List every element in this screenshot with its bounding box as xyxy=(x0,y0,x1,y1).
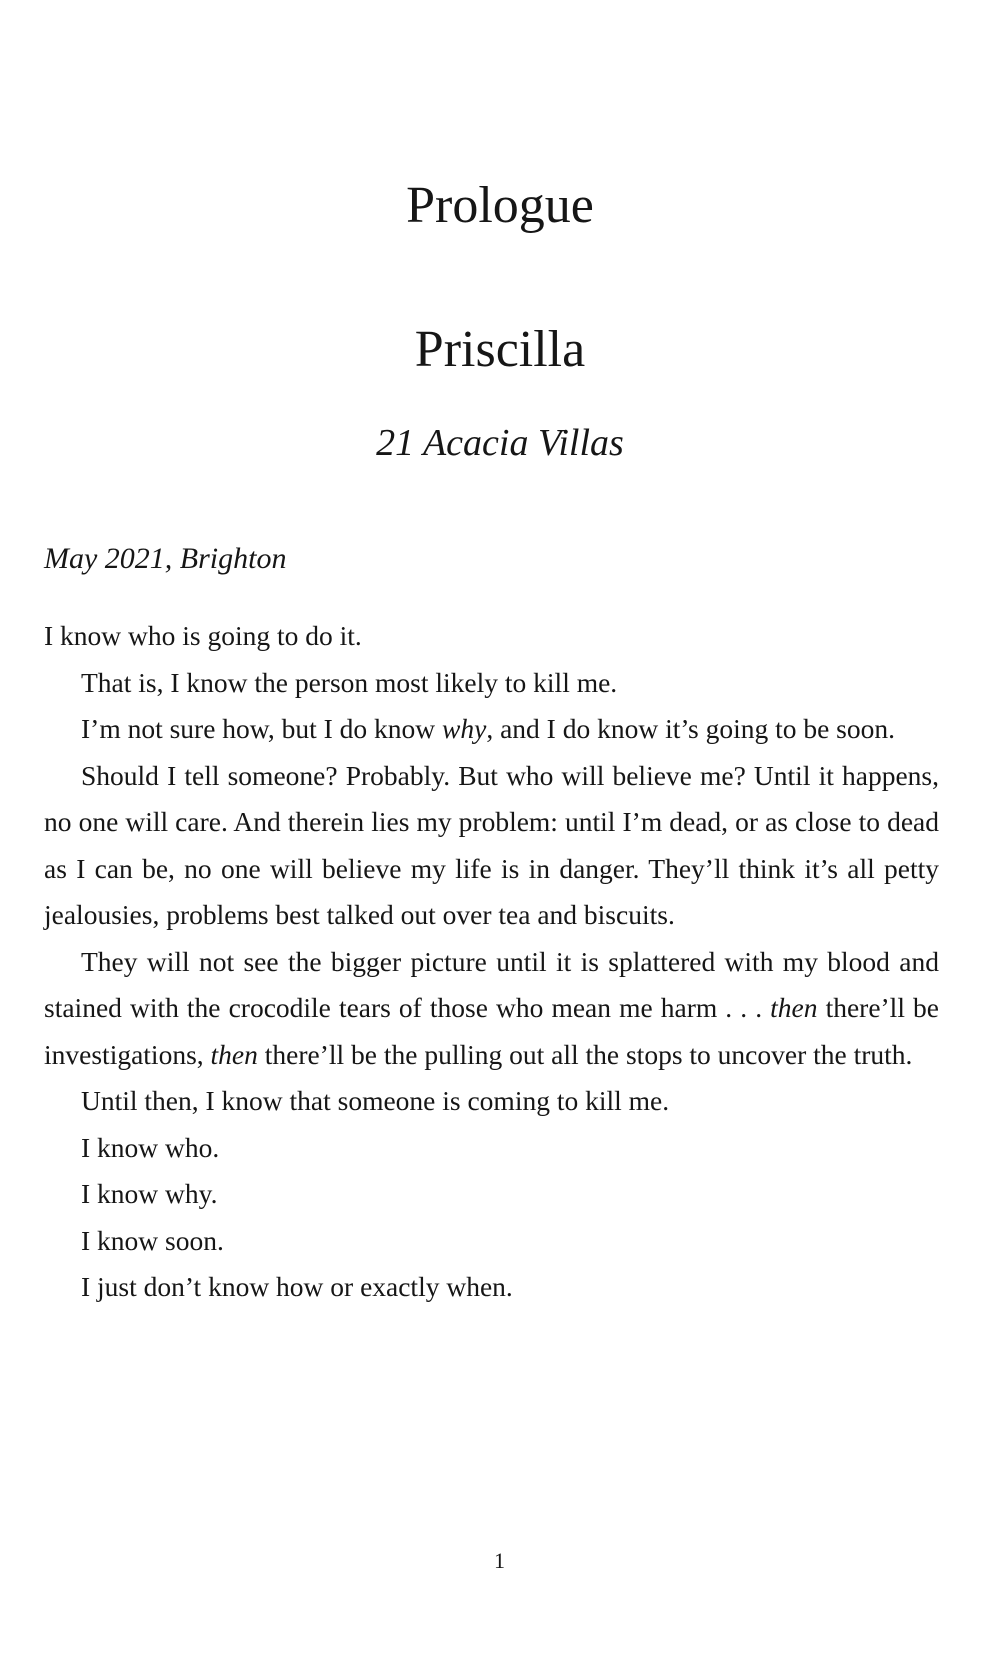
emphasis: then xyxy=(770,992,818,1023)
character-heading: Priscilla xyxy=(414,321,586,378)
text-run: there’ll be investigations, xyxy=(44,992,939,1070)
body-text xyxy=(44,613,939,1311)
paragraph xyxy=(44,939,939,1079)
text-run: there’ll be the pulling out all the stops to uncover the truth. xyxy=(257,1038,913,1070)
chapter-title: Prologue xyxy=(406,177,594,234)
text-run: They will not see the bigger picture until it is splattered with my blood and stained with the crocodile tears of those who mean me harm . . . xyxy=(44,945,939,1023)
text-run: I’m not sure how, but I do know xyxy=(81,713,443,744)
paragraph: I know who is going to do it. xyxy=(44,620,362,651)
paragraph xyxy=(44,706,939,753)
location-subtitle: 21 Acacia Villas xyxy=(376,422,624,464)
dateline: May 2021, Brighton xyxy=(44,542,287,575)
paragraph: I know who. xyxy=(81,1131,220,1163)
paragraph: Should I tell someone? Probably. But who will believe me? Until it happens, no one will care. And therein lies my problem: until I’m dead, or as close to dead as I can be, no one will believe my life is in danger. They’ll think it’s all petty jealousies, problems best talked out over tea and biscuits. xyxy=(44,759,939,930)
paragraph: I just don’t know how or exactly when. xyxy=(81,1271,513,1302)
emphasis: why xyxy=(442,713,487,744)
paragraph: I know soon. xyxy=(81,1224,224,1256)
text-run: , and I do know it’s going to be soon. xyxy=(486,713,896,744)
paragraph: Until then, I know that someone is coming to kill me. xyxy=(81,1085,670,1116)
page-number: 1 xyxy=(494,1548,506,1573)
paragraph: That is, I know the person most likely to kill me. xyxy=(81,666,618,698)
emphasis: then xyxy=(210,1038,258,1070)
paragraph: I know why. xyxy=(81,1178,218,1209)
